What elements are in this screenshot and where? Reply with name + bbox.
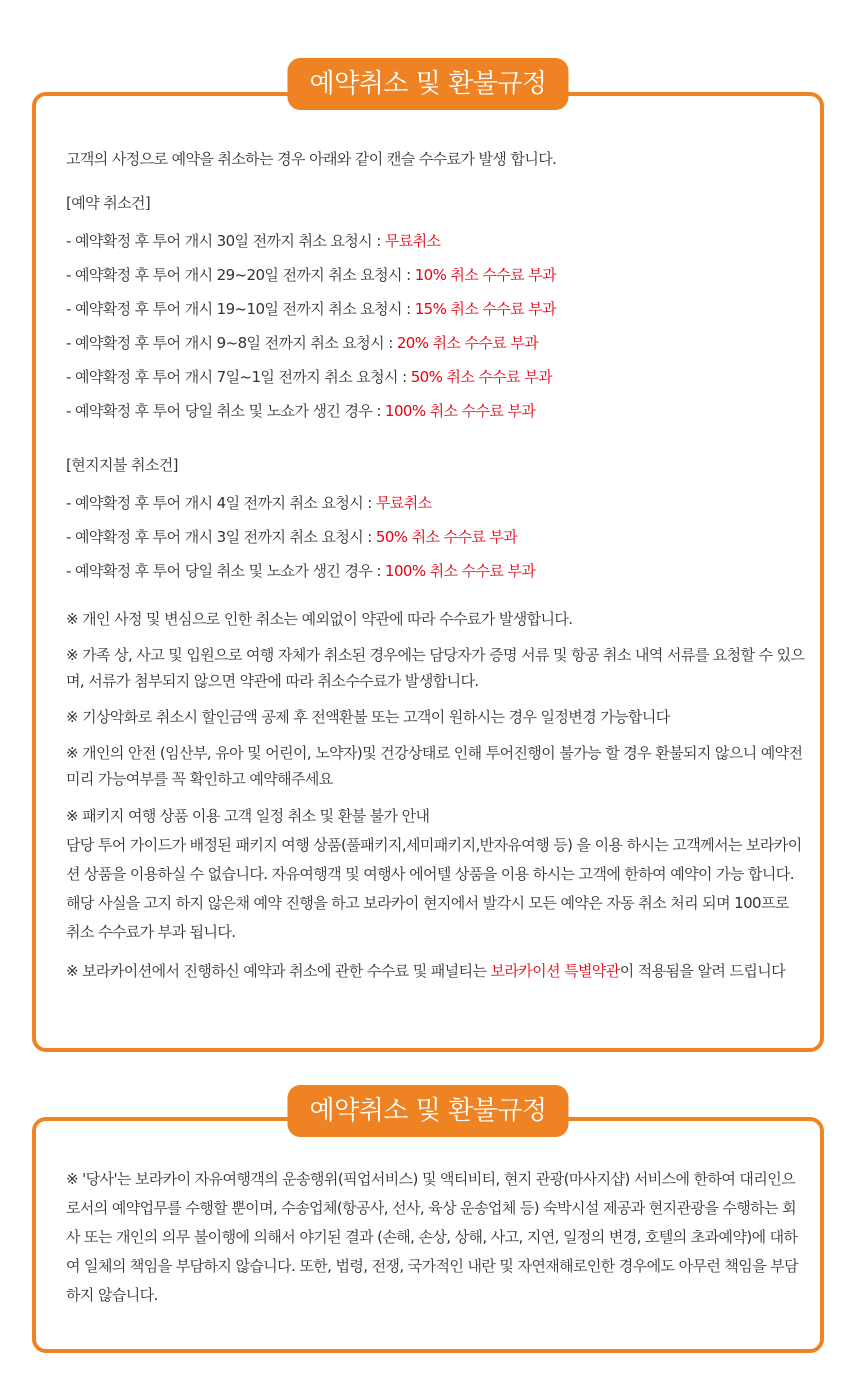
rule-item: [66, 394, 806, 428]
rule-text: - 예약확정 후 투어 개시 29~20일 전까지 취소 요청시 :: [66, 266, 415, 284]
note-family: ※ 가족 상, 사고 및 입원으로 여행 자체가 취소된 경우에는 담당자가 증명 서류 및 항공 취소 내역 서류를 요청할 수 있으며, 서류가 첨부되지 않으면 약관에 따라 취소수수료가 발생합니다.: [66, 646, 805, 690]
note-personal: ※ 개인 사정 및 변심으로 인한 취소는 예외없이 약관에 따라 수수료가 발생합니다.: [66, 610, 573, 628]
rule-text: - 예약확정 후 투어 개시 30일 전까지 취소 요청시 :: [66, 232, 385, 250]
section-title: 예약취소 및 환불규정: [287, 58, 568, 110]
special-terms-link[interactable]: 보라카이션 특별약관: [490, 962, 620, 980]
note-package-body: 담당 투어 가이드가 배정된 패키지 여행 상품(풀패키지,세미패키지,반자유여행 등) 을 이용 하시는 고객께서는 보라카이션 상품을 이용하실 수 없습니다. 자유여행객 및 여행사 에어텔 상품을 이용 하시는 고객에 한하여 예약이 가능 합니다. 해당 사실을 고지 하지 않은채 예약 진행을 하고 보라카이 현지에서 발각시 모든 예약은 자동 취소 처리 되며 100프로 취소 수수료가 부과 됩니다.: [66, 836, 802, 941]
rule-item: [66, 520, 806, 554]
rule-item: [66, 360, 806, 394]
rule-text: - 예약확정 후 투어 개시 19~10일 전까지 취소 요청시 :: [66, 300, 415, 318]
rule-item: [66, 554, 806, 588]
rule-item: [66, 224, 806, 258]
rule-fee: 무료취소: [384, 232, 441, 250]
rule-fee: 50% 취소 수수료 부과: [410, 368, 552, 386]
note-package-heading: ※ 패키지 여행 상품 이용 고객 일정 취소 및 환불 불가 안내: [66, 807, 430, 825]
disclaimer-content: [66, 1165, 806, 1310]
rule-fee: 15% 취소 수수료 부과: [414, 300, 556, 318]
rule-fee: 무료취소: [375, 494, 432, 512]
rule-item: [66, 486, 806, 520]
onsite-rules-list: [66, 486, 806, 588]
rule-item: [66, 292, 806, 326]
note-special-terms-after: 이 적용됨을 알려 드립니다: [619, 962, 785, 980]
rule-text: - 예약확정 후 투어 개시 7일~1일 전까지 취소 요청시 :: [66, 368, 411, 386]
rule-text: - 예약확정 후 투어 당일 취소 및 노쇼가 생긴 경우 :: [66, 562, 386, 580]
refund-policy-box: [32, 69, 824, 1052]
rule-fee: 100% 취소 수수료 부과: [385, 562, 536, 580]
rule-text: - 예약확정 후 투어 개시 9~8일 전까지 취소 요청시 :: [66, 334, 397, 352]
rule-fee: 20% 취소 수수료 부과: [396, 334, 539, 352]
policy-content: [66, 146, 806, 996]
reservation-cancel-heading: [예약 취소건]: [66, 194, 151, 212]
rule-text: - 예약확정 후 투어 당일 취소 및 노쇼가 생긴 경우 :: [66, 402, 386, 420]
intro-text: 고객의 사정으로 예약을 취소하는 경우 아래와 같이 캔슬 수수료가 발생 합니다.: [66, 150, 557, 168]
rule-item: [66, 326, 806, 360]
note-weather: ※ 기상악화로 취소시 할인금액 공제 후 전액환불 또는 고객이 원하시는 경우 일정변경 가능합니다: [66, 708, 670, 726]
rule-item: [66, 258, 806, 292]
reservation-rules-list: [66, 224, 806, 428]
section-title: 예약취소 및 환불규정: [287, 1085, 568, 1137]
note-special-terms: [66, 957, 806, 986]
rule-text: - 예약확정 후 투어 개시 4일 전까지 취소 요청시 :: [66, 494, 376, 512]
onsite-cancel-heading: [현지지불 취소건]: [66, 456, 178, 474]
disclaimer-box: [32, 1096, 824, 1353]
rule-text: - 예약확정 후 투어 개시 3일 전까지 취소 요청시 :: [66, 528, 376, 546]
note-safety: ※ 개인의 안전 (임산부, 유아 및 어린이, 노약자)및 건강상태로 인해 투어진행이 불가능 할 경우 환불되지 않으니 예약전 미리 가능여부를 꼭 확인하고 예약해주세요: [66, 744, 803, 788]
note-special-terms-before: ※ 보라카이션에서 진행하신 예약과 취소에 관한 수수료 및 패널티는: [66, 962, 491, 980]
rule-fee: 10% 취소 수수료 부과: [414, 266, 556, 284]
disclaimer-text: ※ '당사'는 보라카이 자유여행객의 운송행위(픽업서비스) 및 액티비티, 현지 관광(마사지샵) 서비스에 한하여 대리인으로서의 예약업무를 수행할 뿐이며, 수송업체(항공사, 선사, 육상 운송업체 등) 숙박시설 제공과 현지관광을 수행하는 회사 또는 개인의 의무 불이행에 의해서 야기된 결과 (손해, 손상, 상해, 사고, 지연, 일정의 변경, 호텔의 초과예약)에 대하여 일체의 책임을 부담하지 않습니다. 또한, 법령, 전쟁, 국가적인 내란 및 자연재해로인한 경우에도 아무런 책임을 부담하지 않습니다.: [66, 1170, 799, 1304]
rule-fee: 50% 취소 수수료 부과: [375, 528, 518, 546]
rule-fee: 100% 취소 수수료 부과: [385, 402, 536, 420]
